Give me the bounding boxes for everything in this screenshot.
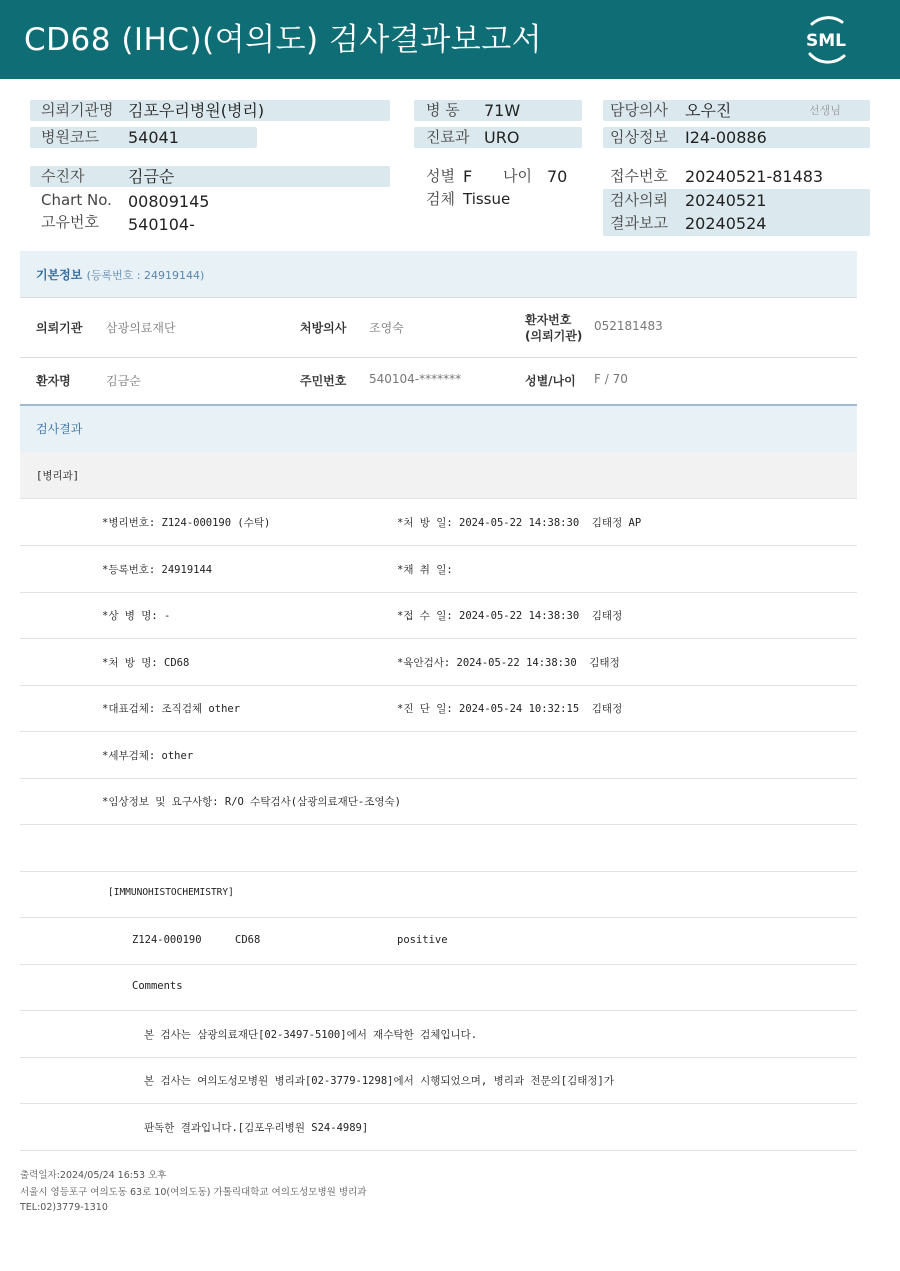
result-line	[20, 732, 857, 779]
result-line	[20, 778, 857, 825]
comments-label-row	[20, 964, 857, 1011]
result-line	[20, 546, 857, 593]
doctor-label: 담당의사	[610, 101, 668, 119]
comment-text: 본 검사는 여의도성모병원 병리과[02-3779-1298]에서 시행되었으며, 병리과 전문의[김태정]가	[144, 1075, 614, 1087]
logo-text: SML	[806, 31, 846, 51]
divider	[20, 357, 857, 358]
sex-value: F	[463, 167, 473, 186]
basic-label-patient-name: 환자명	[36, 374, 71, 388]
basic-value-sex-age: F / 70	[594, 372, 628, 386]
specimen-label: 검체	[426, 190, 455, 208]
result-report-value: 20240524	[685, 214, 767, 233]
basic-value-prescriber: 조영숙	[369, 321, 404, 335]
result-right: *처 방 일: 2024-05-22 14:38:30 김태정 AP	[397, 517, 642, 529]
result-line	[20, 592, 857, 639]
ihc-case-number: Z124-000190	[132, 934, 202, 946]
doctor-value: 오우진	[685, 101, 732, 120]
receipt-no-value: 20240521-81483	[685, 167, 824, 186]
sml-logo-icon	[798, 12, 854, 66]
comment-line	[20, 1057, 857, 1104]
receipt-no-label: 접수번호	[610, 167, 668, 185]
result-right: *채 취 일:	[397, 564, 453, 576]
result-left: *상 병 명: -	[102, 610, 171, 622]
result-left: *병리번호: Z124-000190 (수탁)	[102, 517, 271, 529]
ihc-result-row	[20, 918, 857, 965]
result-right: *진 단 일: 2024-05-24 10:32:15 김태정	[397, 703, 623, 715]
unique-no-value: 540104-	[128, 215, 195, 234]
comments-label: Comments	[132, 980, 183, 992]
result-line	[20, 499, 857, 546]
result-report-label: 결과보고	[610, 214, 668, 232]
clinical-info-value: I24-00886	[685, 128, 767, 147]
basic-value-institution: 삼광의료재단	[106, 321, 176, 335]
ihc-header-row	[20, 871, 857, 918]
hospital-code-value: 54041	[128, 128, 179, 147]
clinical-info-label: 임상정보	[610, 128, 668, 146]
ward-value: 71W	[484, 101, 521, 120]
report-header-banner	[0, 0, 900, 79]
comment-text: 판독한 결과입니다.[김포우리병원 S24-4989]	[144, 1122, 369, 1134]
department-label: 진료과	[426, 128, 470, 146]
results-header	[20, 406, 857, 452]
basic-value-resident-no: 540104-*******	[369, 372, 462, 386]
footer-tel: TEL:02)3779-1310	[20, 1202, 108, 1213]
comment-line	[20, 1011, 857, 1058]
basic-info-title: 기본정보 (등록번호 : 24919144)	[36, 268, 205, 282]
result-right: *육안검사: 2024-05-22 14:38:30 김태정	[397, 657, 620, 669]
test-request-value: 20240521	[685, 191, 767, 210]
report-title: CD68 (IHC)(여의도) 검사결과보고서	[24, 22, 543, 58]
patient-label: 수진자	[41, 167, 85, 185]
comment-text: 본 검사는 삼광의료재단[02-3497-5100]에서 재수탁한 검체입니다.	[144, 1029, 478, 1041]
patient-value: 김금순	[128, 167, 175, 186]
age-label: 나이	[503, 167, 532, 185]
basic-info-header	[20, 251, 857, 297]
comment-line	[20, 1104, 857, 1151]
registration-number: (등록번호 : 24919144)	[86, 269, 205, 282]
basic-value-patient-name: 김금순	[106, 374, 141, 388]
basic-value-patient-no: 052181483	[594, 319, 663, 333]
doctor-suffix: 선생님	[809, 104, 841, 117]
department-label: [병리과]	[36, 470, 80, 482]
result-left: *세부검체: other	[102, 750, 194, 762]
institution-label: 의뢰기관명	[41, 101, 114, 119]
footer-address: 서울시 영등포구 여의도동 63로 10(여의도동) 가톨릭대학교 여의도성모병원 병리과	[20, 1187, 367, 1198]
basic-label-patient-no: 환자번호	[525, 313, 572, 327]
blank-row	[20, 825, 857, 872]
basic-label-sex-age: 성별/나이	[525, 374, 576, 388]
unique-no-label: 고유번호	[41, 213, 99, 231]
result-left: *등록번호: 24919144	[102, 564, 213, 576]
ihc-header: [IMMUNOHISTOCHEMISTRY]	[108, 887, 234, 898]
department-value: URO	[484, 128, 520, 147]
result-line	[20, 685, 857, 732]
basic-label-institution: 의뢰기관	[36, 321, 83, 335]
basic-label-patient-no-sub: (의뢰기관)	[525, 329, 583, 343]
institution-value: 김포우리병원(병리)	[128, 101, 265, 120]
age-value: 70	[547, 167, 568, 186]
chart-no-value: 00809145	[128, 192, 210, 211]
specimen-value: Tissue	[463, 190, 511, 208]
results-title: 검사결과	[36, 422, 83, 436]
result-left: *임상정보 및 요구사항: R/O 수탁검사(삼광의료재단-조영숙)	[102, 796, 402, 808]
ward-label: 병 동	[426, 101, 460, 119]
result-right: *접 수 일: 2024-05-22 14:38:30 김태정	[397, 610, 623, 622]
result-left: *처 방 명: CD68	[102, 657, 190, 669]
ihc-marker: CD68	[235, 934, 261, 946]
basic-label-resident-no: 주민번호	[300, 374, 347, 388]
result-left: *대표검체: 조직검체 other	[102, 703, 241, 715]
ihc-result: positive	[397, 934, 448, 946]
basic-label-prescriber: 처방의사	[300, 321, 347, 335]
result-line	[20, 639, 857, 686]
footer-print-date: 출력일자:2024/05/24 16:53 오후	[20, 1170, 167, 1181]
department-row	[20, 452, 857, 499]
sex-label: 성별	[426, 167, 455, 185]
hospital-code-label: 병원코드	[41, 128, 99, 146]
divider	[20, 297, 857, 298]
test-request-label: 검사의뢰	[610, 191, 668, 209]
chart-no-label: Chart No.	[41, 191, 112, 209]
